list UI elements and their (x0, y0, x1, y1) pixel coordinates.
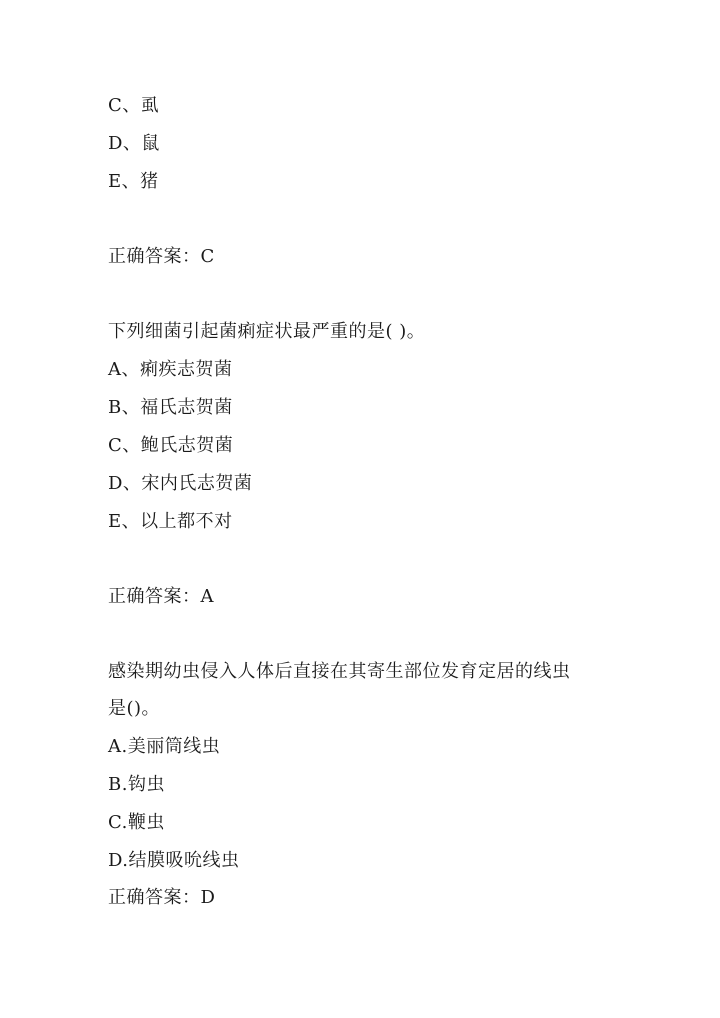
option-c: C.鞭虫 (108, 812, 165, 833)
option-d: D.结膜吸吮线虫 (108, 850, 240, 871)
option-e: E、以上都不对 (108, 511, 233, 532)
option-e: E、猪 (108, 171, 159, 192)
correct-answer: 正确答案：A (108, 586, 214, 607)
correct-answer: 正确答案：C (108, 246, 215, 267)
option-d: D、宋内氏志贺菌 (108, 473, 253, 494)
option-a: A、痢疾志贺菌 (108, 359, 233, 380)
question-text-line-2: 是()。 (108, 698, 161, 719)
option-b: B、福氏志贺菌 (108, 397, 233, 418)
question-text: 下列细菌引起菌痢症状最严重的是( )。 (108, 321, 426, 342)
question-text-line-1: 感染期幼虫侵入人体后直接在其寄生部位发育定居的线虫 (108, 661, 571, 682)
option-d: D、鼠 (108, 133, 160, 154)
option-c: C、鲍氏志贺菌 (108, 435, 234, 456)
option-c: C、虱 (108, 95, 160, 116)
option-a: A.美丽筒线虫 (108, 736, 221, 757)
correct-answer: 正确答案：D (108, 887, 216, 908)
option-b: B.钩虫 (108, 774, 165, 795)
